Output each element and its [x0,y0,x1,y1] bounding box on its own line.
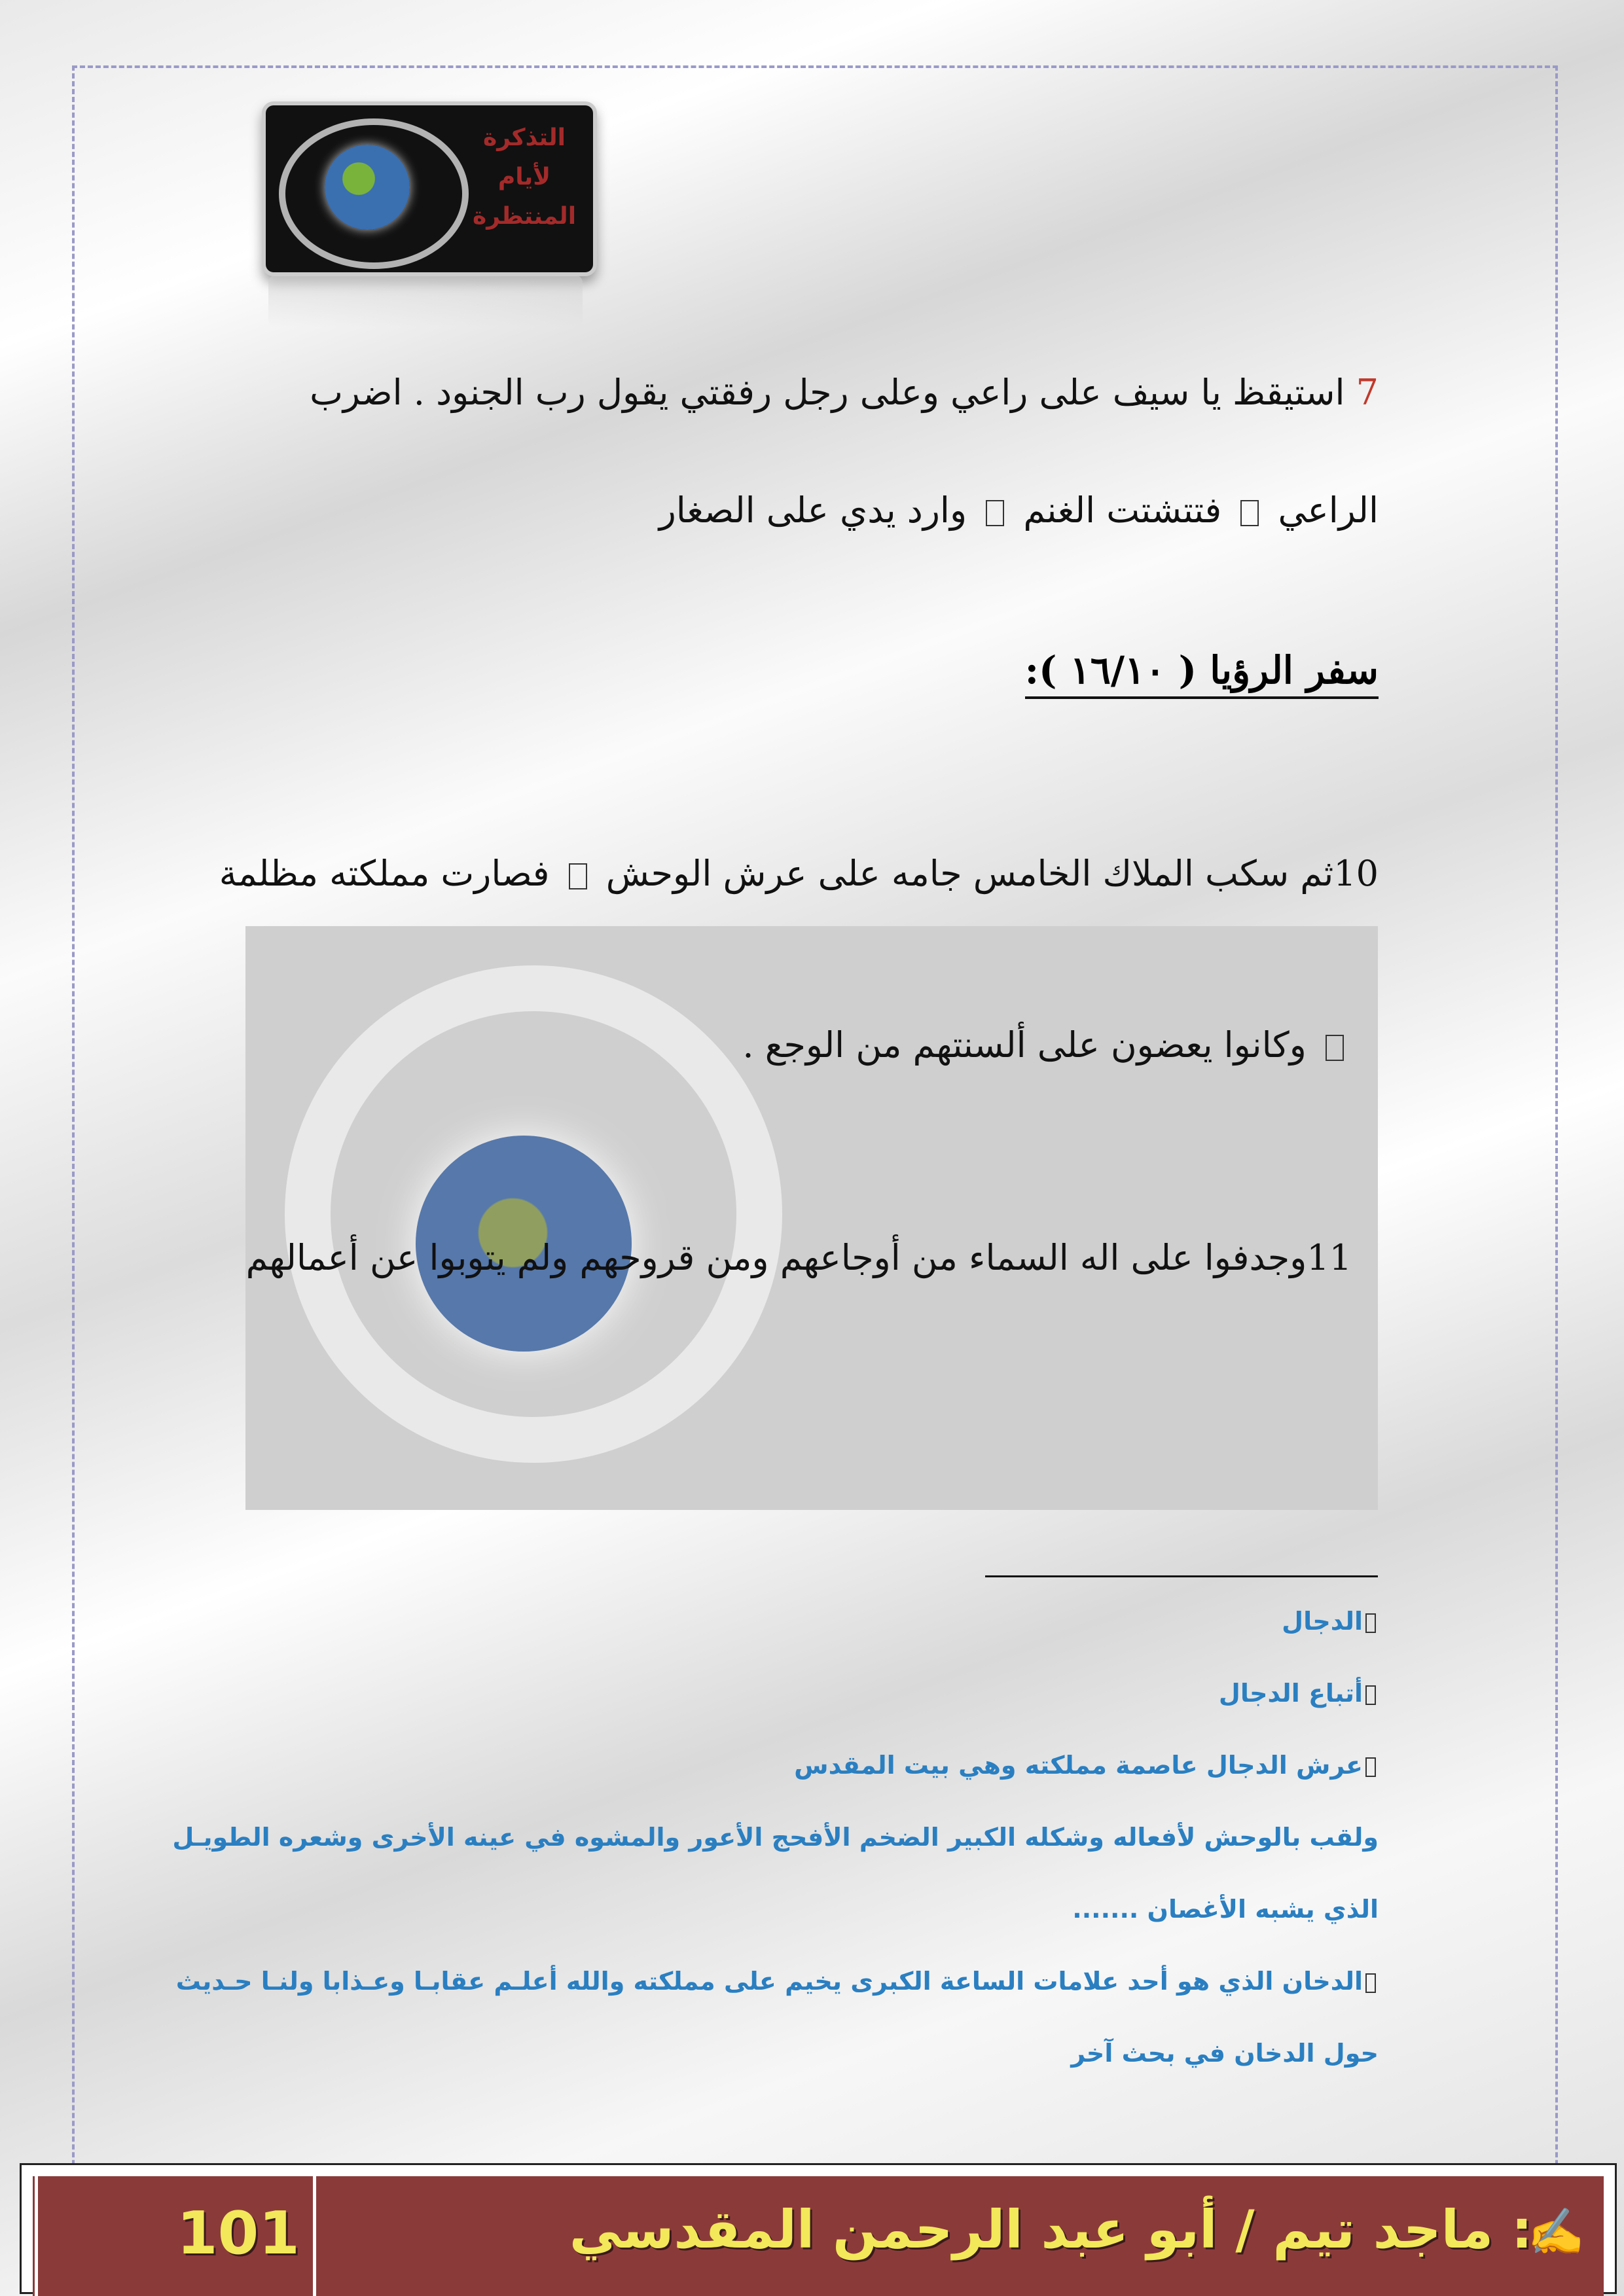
footnote-2 [233,1679,1379,1708]
verse-text: وكانوا يعضون على ألسنتهم من الوجع . [742,1024,1307,1066]
verse-text: استيقظ يا سيف على راعي وعلى رجل رفقتي يقول رب الجنود . اضرب [310,372,1345,413]
footnote-text: أتباع الدجال [1218,1679,1363,1708]
author-name: : ماجد تيم / أبو عبد الرحمن المقدسي [569,2199,1532,2260]
footnote-text: الدجال [1282,1607,1363,1636]
footnote-1 [233,1607,1379,1636]
verse-11: 11وجدفوا على اله السماء من أوجاعهم ومن قروحهم ولم يتوبوا عن أعمالهم [245,1237,1352,1278]
logo-title: التذكرة لأيام المنتظرة [472,124,577,230]
watermark-panel [245,926,1378,1510]
globe-icon [325,145,410,230]
missing-glyph-icon [1365,1973,1376,1993]
page-number: 101 [177,2199,300,2268]
missing-glyph-icon [1240,500,1259,526]
section-heading: سفر الرؤيا ( ١٦/١٠ ): [1025,648,1379,699]
verse-number: 7 [1356,372,1379,413]
verse-10-line-2 [245,1024,1352,1066]
footnote-4-line-1: ولقب بالوحش لأفعاله وشكله الكبير الضخم الأفحج الأعور والمشوه في عينه الأخرى وشعره الطويـل [172,1823,1379,1852]
verse-7-line-1 [233,370,1379,416]
logo [262,101,597,276]
verse-text: فتتشتت الغنم [1023,490,1222,531]
footnote-3 [233,1751,1379,1780]
missing-glyph-icon [1365,1757,1376,1777]
footnote-text: الدخان الذي هو أحد علامات الساعة الكبرى يخيم على مملكته والله أعلـم عقابـا وعـذابا ولنـا حـديث [175,1967,1363,1996]
writing-hand-icon: ✍ [1527,2205,1585,2259]
verse-10-line-1 [219,851,1379,897]
verse-text: فصارت مملكته مظلمة [219,853,550,894]
verse-text: الراعي [1278,490,1379,531]
missing-glyph-icon [986,500,1004,526]
missing-glyph-icon [1365,1685,1376,1705]
verse-7-line-2 [233,488,1379,533]
missing-glyph-icon [569,863,587,889]
missing-glyph-icon [1326,1035,1344,1061]
footer-divider [313,2176,316,2296]
verse-text: 10ثم سكب الملاك الخامس جامه على عرش الوحش [605,853,1379,894]
missing-glyph-icon [1365,1613,1376,1633]
footnote-separator [985,1575,1378,1577]
footnote-4-line-2: الذي يشبه الأغصان ....... [1072,1895,1379,1924]
footnote-5-line-1 [175,1967,1379,1996]
logo-reflection [268,275,583,327]
verse-text: وارد يدي على الصغار [659,490,967,531]
footnote-5-line-2: حول الدخان في بحث آخر [1071,2039,1379,2068]
footer-divider [35,2176,38,2296]
footnote-text: عرش الدجال عاصمة مملكته وهي بيت المقدس [794,1751,1363,1780]
